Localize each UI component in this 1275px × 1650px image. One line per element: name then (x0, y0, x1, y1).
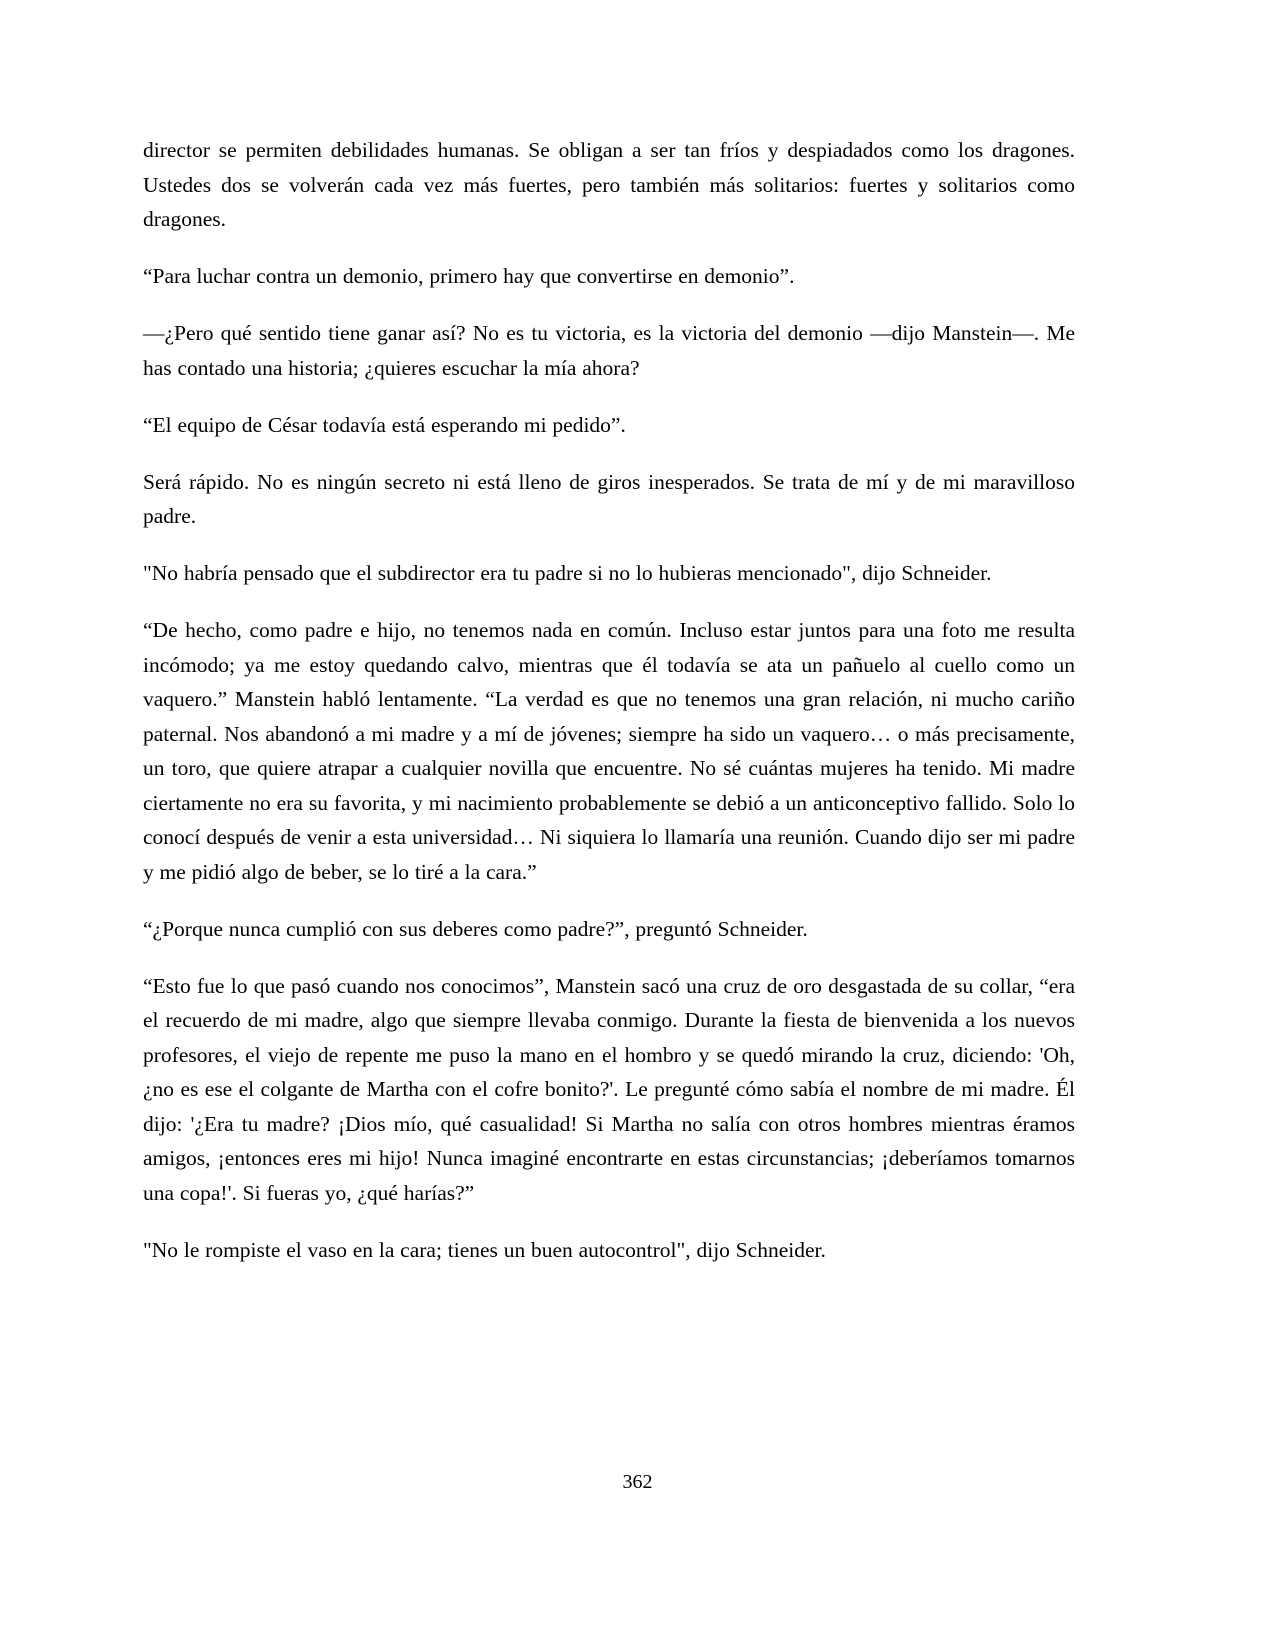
paragraph-6: "No habría pensado que el subdirector era tu padre si no lo hubieras mencionado", dijo Schneider. (143, 561, 992, 585)
paragraph-7: “De hecho, como padre e hijo, no tenemos nada en común. Incluso estar juntos para una foto me resulta incómodo; ya me estoy quedando calvo, mientras que él todavía se ata un pañuelo al cuello como un vaquero.” Manstein habló lentamente. “La verdad es que no tenemos una gran relación, ni mucho cariño paternal. Nos abandonó a mi madre y a mí de jóvenes; siempre ha sido un vaquero… o más precisamente, un toro, que quiere atrapar a cualquier novilla que encuentre. No sé cuántas mujeres ha tenido. Mi madre ciertamente no era su favorita, y mi nacimiento probablemente se debió a un anticonceptivo fallido. Solo lo conocí después de venir a esta universidad… Ni siquiera lo llamaría una reunión. Cuando dijo ser mi padre y me pidió algo de beber, se lo tiré a la cara.” (143, 618, 1075, 884)
paragraph-9: “Esto fue lo que pasó cuando nos conocimos”, Manstein sacó una cruz de oro desgastada de su collar, “era el recuerdo de mi madre, algo que siempre llevaba conmigo. Durante la fiesta de bienvenida a los nuevos profesores, el viejo de repente me puso la mano en el hombro y se quedó mirando la cruz, diciendo: 'Oh, ¿no es ese el colgante de Martha con el cofre bonito?'. Le pregunté cómo sabía el nombre de mi madre. Él dijo: '¿Era tu madre? ¡Dios mío, qué casualidad! Si Martha no salía con otros hombres mientras éramos amigos, ¡entonces eres mi hijo! Nunca imaginé encontrarte en estas circunstancias; ¡deberíamos tomarnos una copa!'. Si fueras yo, ¿qué harías?” (143, 973, 1075, 1205)
paragraph-5: Será rápido. No es ningún secreto ni está lleno de giros inesperados. Se trata de mí y de mi maravilloso padre. (143, 469, 1075, 528)
paragraph-4: “El equipo de César todavía está esperando mi pedido”. (143, 412, 626, 437)
paragraph-8: “¿Porque nunca cumplió con sus deberes como padre?”, preguntó Schneider. (143, 916, 808, 941)
paragraph-10: "No le rompiste el vaso en la cara; tienes un buen autocontrol", dijo Schneider. (143, 1237, 826, 1262)
paragraph-3: —¿Pero qué sentido tiene ganar así? No es tu victoria, es la victoria del demonio —dijo Manstein—. Me has contado una historia; ¿quieres escuchar la mía ahora? (143, 321, 1075, 380)
page-number: 362 (622, 1471, 653, 1493)
paragraph-1: director se permiten debilidades humanas. Se obligan a ser tan fríos y despiadados como los dragones. Ustedes dos se volverán cada vez más fuertes, pero también más solitarios: fuertes y solitarios como dragones. (143, 138, 1075, 231)
paragraph-2: “Para luchar contra un demonio, primero hay que convertirse en demonio”. (143, 264, 795, 288)
page-text-body (143, 133, 1075, 1267)
